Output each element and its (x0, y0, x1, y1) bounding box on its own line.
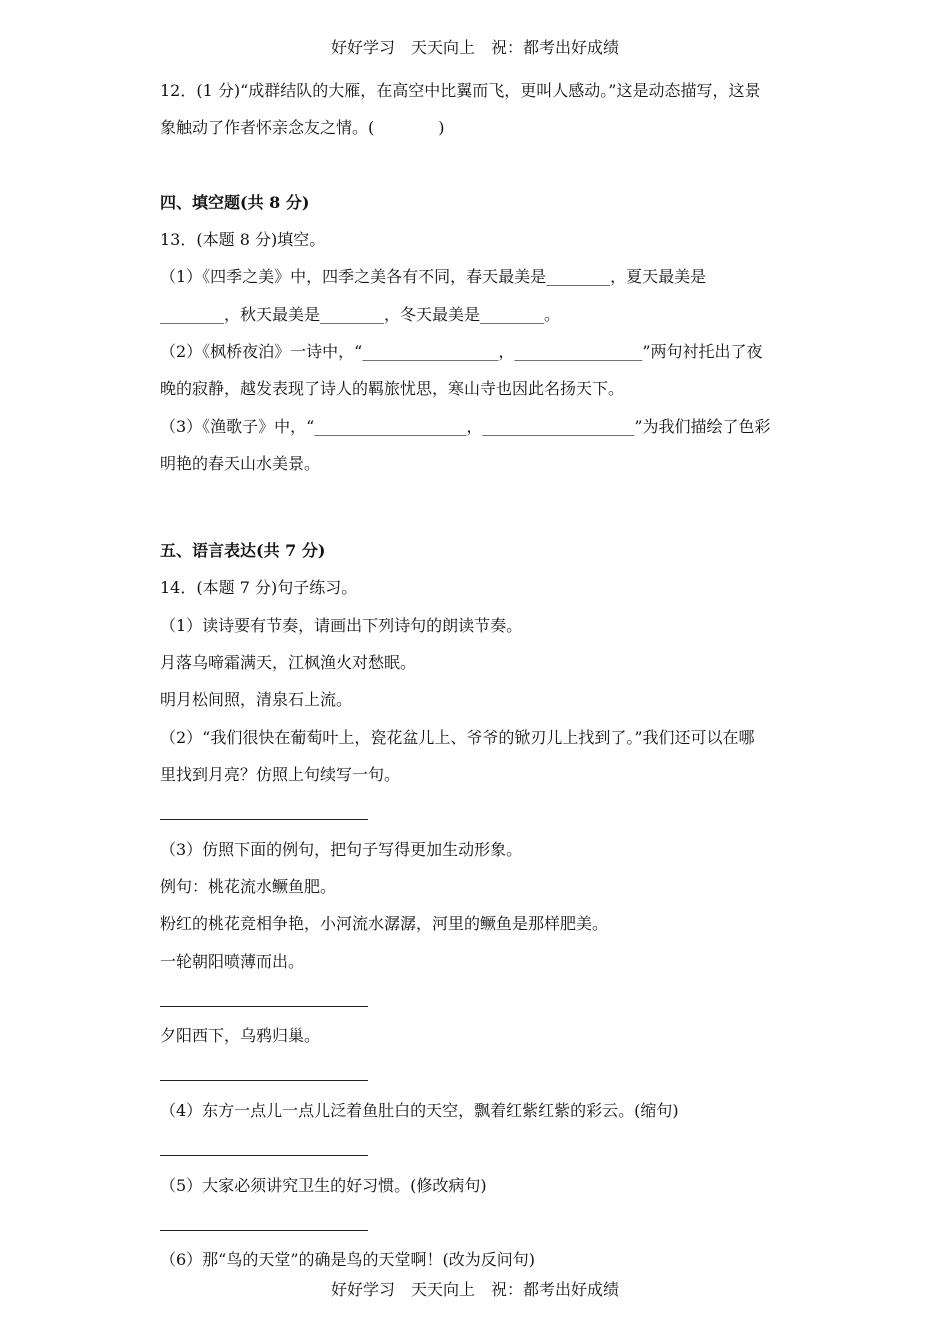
answer-line[interactable] (160, 819, 368, 820)
section-4-title: 四、填空题(共 8 分) (160, 193, 310, 212)
q14-intro: 14．(本题 7 分)句子练习。 (160, 578, 358, 597)
q13-part2-line1: （2）《枫桥夜泊》一诗中，“_________________，________________”两句衬托出了夜 (160, 342, 763, 361)
q14-sub1-poem1: 月落乌啼霜满天，江枫渔火对愁眠。 (160, 653, 417, 672)
q14-sub1-poem2: 明月松间照，清泉石上流。 (160, 690, 353, 709)
page-footer: 好好学习 天天向上 祝：都考出好成绩 (330, 1280, 619, 1299)
q14-sub6: （6）那“鸟的天堂”的确是鸟的天堂啊！(改为反问句) (160, 1250, 536, 1269)
q14-sub3-item2: 夕阳西下，乌鸦归巢。 (160, 1026, 321, 1045)
answer-line[interactable] (160, 1230, 368, 1231)
q13-part3-line1: （3）《渔歌子》中，“___________________，___________________”为我们描绘了色彩 (160, 417, 771, 436)
q12-line-2: 象触动了作者怀亲念友之情。( ) (160, 118, 445, 137)
q13-part2-line2: 晚的寂静，越发表现了诗人的羁旅忧思，寒山寺也因此名扬天下。 (160, 379, 625, 398)
page-header: 好好学习 天天向上 祝：都考出好成绩 (330, 38, 619, 57)
answer-line[interactable] (160, 1006, 368, 1007)
q14-sub4: （4）东方一点儿一点儿泛着鱼肚白的天空，飘着红紫红紫的彩云。(缩句) (160, 1101, 679, 1120)
q13-part3-line2: 明艳的春天山水美景。 (160, 454, 321, 473)
section-5-title: 五、语言表达(共 7 分) (160, 541, 326, 560)
q14-sub3-item1: 一轮朝阳喷薄而出。 (160, 952, 305, 971)
q12-line-1: 12．(1 分)“成群结队的大雁，在高空中比翼而飞，更叫人感动。”这是动态描写，这景 (160, 81, 761, 100)
q14-sub3-example-expanded: 粉红的桃花竞相争艳，小河流水潺潺，河里的鳜鱼是那样肥美。 (160, 914, 609, 933)
q13-part1-line2: ________，秋天最美是________，冬天最美是________。 (160, 305, 561, 324)
q14-sub1: （1）读诗要有节奏，请画出下列诗句的朗读节奏。 (160, 616, 523, 635)
answer-line[interactable] (160, 1080, 368, 1081)
q14-sub2-line2: 里找到月亮？仿照上句续写一句。 (160, 765, 401, 784)
q13-intro: 13．(本题 8 分)填空。 (160, 230, 326, 249)
q14-sub2-line1: （2）“我们很快在葡萄叶上，瓷花盆儿上、爷爷的锨刃儿上找到了。”我们还可以在哪 (160, 728, 755, 747)
q13-part1-line1: （1）《四季之美》中，四季之美各有不同，春天最美是________，夏天最美是 (160, 267, 707, 286)
q14-sub3: （3）仿照下面的例句，把句子写得更加生动形象。 (160, 840, 523, 859)
answer-line[interactable] (160, 1155, 368, 1156)
q14-sub3-example: 例句：桃花流水鳜鱼肥。 (160, 877, 337, 896)
q14-sub5: （5）大家必须讲究卫生的好习惯。(修改病句) (160, 1176, 487, 1195)
